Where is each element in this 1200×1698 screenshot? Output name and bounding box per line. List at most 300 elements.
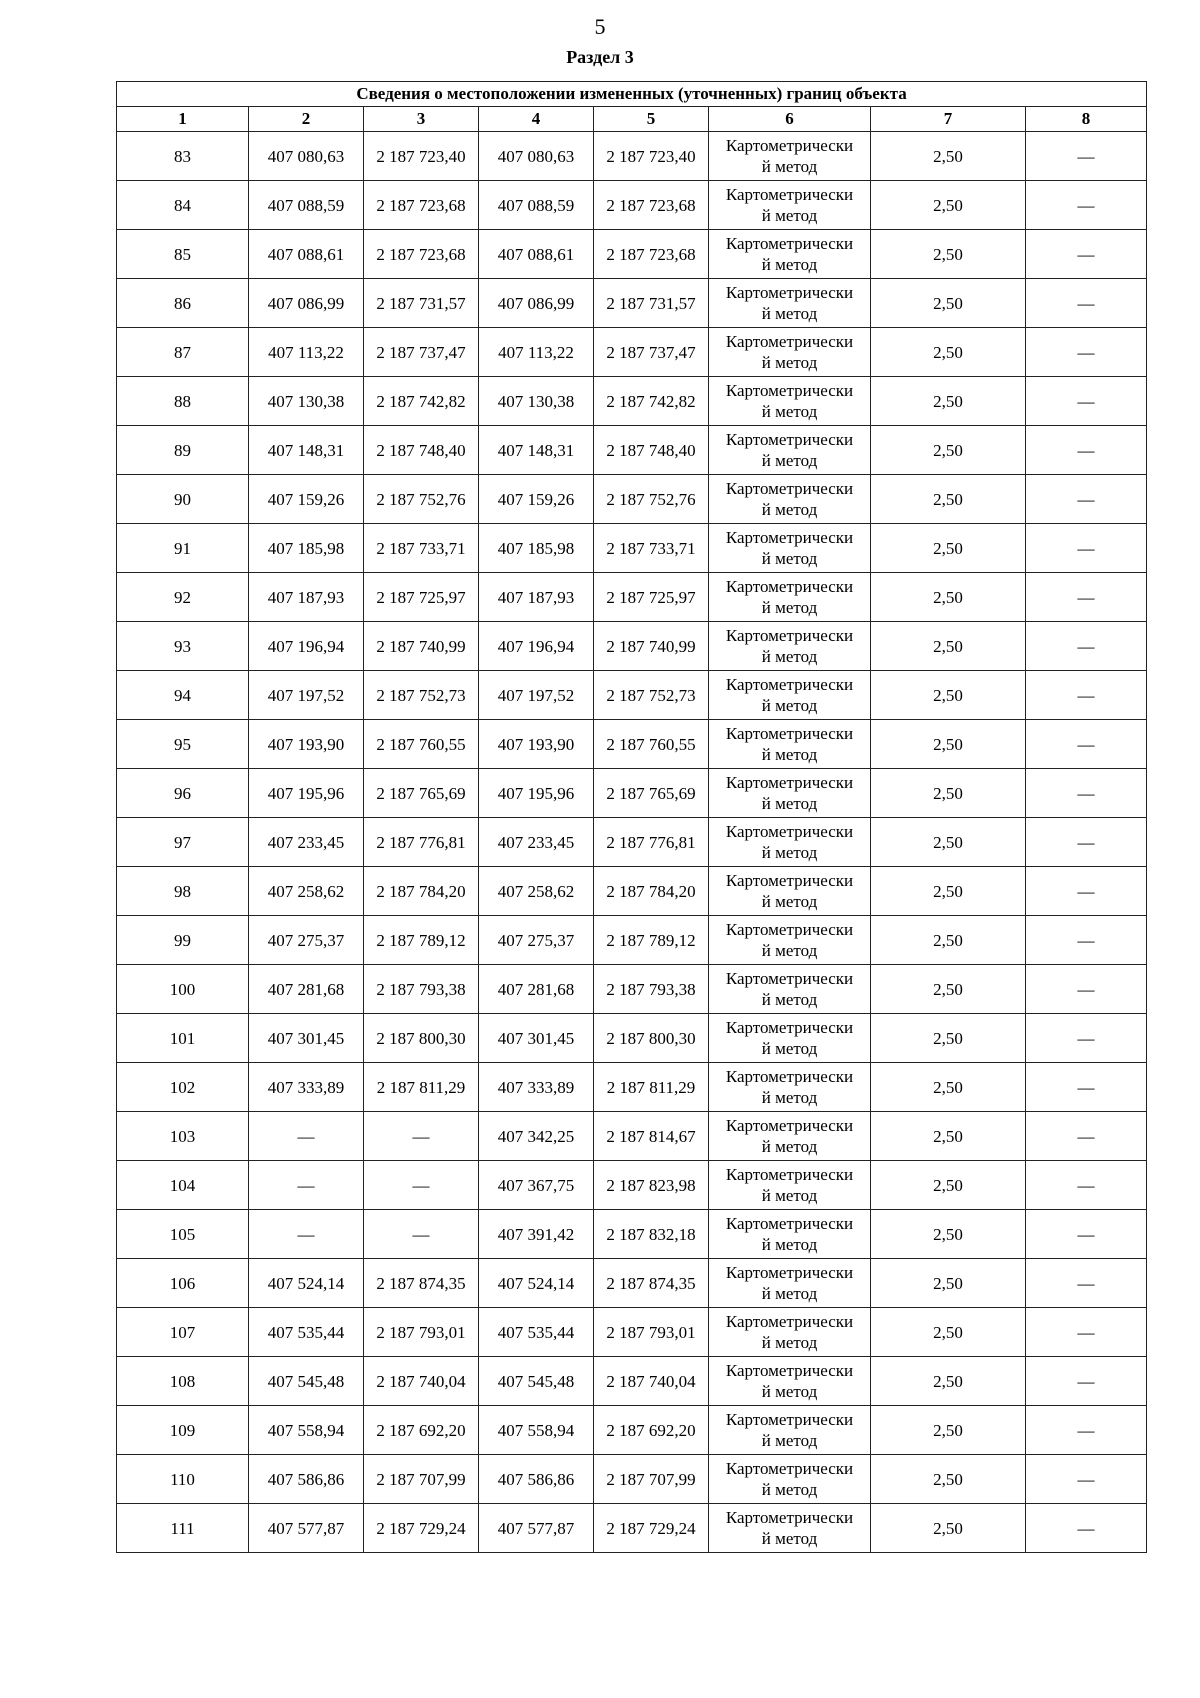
point-number-cell: 108 — [117, 1357, 249, 1406]
method-text-line: Картометрически — [725, 1018, 854, 1037]
y-new-cell: 2 187 740,04 — [594, 1357, 709, 1406]
description-cell: — — [1026, 475, 1147, 524]
description-cell: — — [1026, 769, 1147, 818]
description-cell: — — [1026, 181, 1147, 230]
point-number-cell: 83 — [117, 132, 249, 181]
point-number-cell: 100 — [117, 965, 249, 1014]
x-old-cell: 407 113,22 — [249, 328, 364, 377]
description-cell: — — [1026, 1161, 1147, 1210]
table-row — [117, 1063, 1147, 1112]
method-cell — [709, 573, 871, 622]
y-new-cell: 2 187 740,99 — [594, 622, 709, 671]
method-text-line: й метод — [761, 1235, 818, 1254]
y-new-cell: 2 187 752,73 — [594, 671, 709, 720]
x-new-cell: 407 275,37 — [479, 916, 594, 965]
x-new-cell: 407 196,94 — [479, 622, 594, 671]
point-number-cell: 87 — [117, 328, 249, 377]
table-row — [117, 573, 1147, 622]
column-number: 3 — [364, 107, 479, 132]
column-number: 6 — [709, 107, 871, 132]
y-new-cell: 2 187 733,71 — [594, 524, 709, 573]
method-cell — [709, 1112, 871, 1161]
method-text-line: й метод — [761, 255, 818, 274]
point-number-cell: 85 — [117, 230, 249, 279]
method-text-line: й метод — [761, 696, 818, 715]
table-row — [117, 1357, 1147, 1406]
accuracy-cell: 2,50 — [871, 132, 1026, 181]
x-new-cell: 407 524,14 — [479, 1259, 594, 1308]
y-new-cell: 2 187 723,68 — [594, 181, 709, 230]
x-old-cell: 407 086,99 — [249, 279, 364, 328]
method-text-line: Картометрически — [725, 1165, 854, 1184]
method-text-line: Картометрически — [725, 871, 854, 890]
table-row — [117, 475, 1147, 524]
table-row — [117, 230, 1147, 279]
description-cell: — — [1026, 818, 1147, 867]
x-new-cell: 407 080,63 — [479, 132, 594, 181]
y-new-cell: 2 187 811,29 — [594, 1063, 709, 1112]
x-old-cell: — — [249, 1161, 364, 1210]
point-number-cell: 106 — [117, 1259, 249, 1308]
method-text-line: й метод — [761, 500, 818, 519]
table-row — [117, 1308, 1147, 1357]
table-row — [117, 279, 1147, 328]
description-cell: — — [1026, 965, 1147, 1014]
x-new-cell: 407 391,42 — [479, 1210, 594, 1259]
method-cell — [709, 132, 871, 181]
y-new-cell: 2 187 752,76 — [594, 475, 709, 524]
accuracy-cell: 2,50 — [871, 622, 1026, 671]
y-old-cell: 2 187 692,20 — [364, 1406, 479, 1455]
table-row — [117, 524, 1147, 573]
y-old-cell: 2 187 737,47 — [364, 328, 479, 377]
point-number-cell: 105 — [117, 1210, 249, 1259]
x-new-cell: 407 088,61 — [479, 230, 594, 279]
method-cell — [709, 1406, 871, 1455]
table-row — [117, 1210, 1147, 1259]
x-new-cell: 407 195,96 — [479, 769, 594, 818]
method-cell — [709, 1161, 871, 1210]
method-text-line: Картометрически — [725, 675, 854, 694]
method-cell — [709, 818, 871, 867]
method-cell — [709, 475, 871, 524]
x-new-cell: 407 535,44 — [479, 1308, 594, 1357]
y-old-cell: 2 187 725,97 — [364, 573, 479, 622]
point-number-cell: 93 — [117, 622, 249, 671]
method-text-line: Картометрически — [725, 1410, 854, 1429]
description-cell: — — [1026, 279, 1147, 328]
x-new-cell: 407 342,25 — [479, 1112, 594, 1161]
y-new-cell: 2 187 789,12 — [594, 916, 709, 965]
y-old-cell: 2 187 752,76 — [364, 475, 479, 524]
x-old-cell: 407 535,44 — [249, 1308, 364, 1357]
accuracy-cell: 2,50 — [871, 1112, 1026, 1161]
method-text-line: й метод — [761, 1382, 818, 1401]
y-new-cell: 2 187 823,98 — [594, 1161, 709, 1210]
y-old-cell: 2 187 742,82 — [364, 377, 479, 426]
y-old-cell: 2 187 707,99 — [364, 1455, 479, 1504]
method-text-line: й метод — [761, 549, 818, 568]
x-new-cell: 407 281,68 — [479, 965, 594, 1014]
method-text-line: й метод — [761, 990, 818, 1009]
y-old-cell: 2 187 731,57 — [364, 279, 479, 328]
y-old-cell: 2 187 723,68 — [364, 230, 479, 279]
table-row — [117, 377, 1147, 426]
description-cell: — — [1026, 1308, 1147, 1357]
table-row — [117, 426, 1147, 475]
point-number-cell: 96 — [117, 769, 249, 818]
y-old-cell: 2 187 776,81 — [364, 818, 479, 867]
method-text-line: й метод — [761, 1284, 818, 1303]
method-text-line: й метод — [761, 598, 818, 617]
accuracy-cell: 2,50 — [871, 328, 1026, 377]
method-text-line: й метод — [761, 794, 818, 813]
point-number-cell: 98 — [117, 867, 249, 916]
x-old-cell: 407 333,89 — [249, 1063, 364, 1112]
accuracy-cell: 2,50 — [871, 769, 1026, 818]
method-cell — [709, 867, 871, 916]
method-text-line: Картометрически — [725, 528, 854, 547]
table-row — [117, 1455, 1147, 1504]
x-old-cell: 407 130,38 — [249, 377, 364, 426]
accuracy-cell: 2,50 — [871, 1259, 1026, 1308]
table-row — [117, 671, 1147, 720]
x-new-cell: 407 185,98 — [479, 524, 594, 573]
point-number-cell: 89 — [117, 426, 249, 475]
boundary-coordinates-table — [116, 81, 1147, 1553]
accuracy-cell: 2,50 — [871, 1210, 1026, 1259]
y-old-cell: 2 187 752,73 — [364, 671, 479, 720]
point-number-cell: 103 — [117, 1112, 249, 1161]
y-new-cell: 2 187 707,99 — [594, 1455, 709, 1504]
description-cell: — — [1026, 1014, 1147, 1063]
y-new-cell: 2 187 784,20 — [594, 867, 709, 916]
description-cell: — — [1026, 1063, 1147, 1112]
method-text-line: Картометрически — [725, 1067, 854, 1086]
y-new-cell: 2 187 723,40 — [594, 132, 709, 181]
method-text-line: Картометрически — [725, 724, 854, 743]
point-number-cell: 92 — [117, 573, 249, 622]
table-row — [117, 181, 1147, 230]
y-old-cell: — — [364, 1112, 479, 1161]
description-cell: — — [1026, 1504, 1147, 1553]
point-number-cell: 94 — [117, 671, 249, 720]
method-cell — [709, 279, 871, 328]
method-text-line: й метод — [761, 1480, 818, 1499]
method-text-line: й метод — [761, 1039, 818, 1058]
x-old-cell: 407 159,26 — [249, 475, 364, 524]
y-new-cell: 2 187 765,69 — [594, 769, 709, 818]
section-title: Раздел 3 — [566, 47, 634, 67]
y-old-cell: 2 187 811,29 — [364, 1063, 479, 1112]
method-text-line: й метод — [761, 745, 818, 764]
point-number-cell: 95 — [117, 720, 249, 769]
method-text-line: Картометрически — [725, 136, 854, 155]
x-old-cell: 407 088,61 — [249, 230, 364, 279]
table-row — [117, 1014, 1147, 1063]
y-old-cell: 2 187 789,12 — [364, 916, 479, 965]
method-cell — [709, 1014, 871, 1063]
method-cell — [709, 622, 871, 671]
method-cell — [709, 377, 871, 426]
description-cell: — — [1026, 671, 1147, 720]
method-text-line: Картометрически — [725, 234, 854, 253]
x-old-cell: 407 258,62 — [249, 867, 364, 916]
method-text-line: й метод — [761, 206, 818, 225]
x-old-cell: 407 148,31 — [249, 426, 364, 475]
table-row — [117, 965, 1147, 1014]
y-new-cell: 2 187 692,20 — [594, 1406, 709, 1455]
page-number: 5 — [594, 14, 606, 39]
point-number-cell: 86 — [117, 279, 249, 328]
x-new-cell: 407 367,75 — [479, 1161, 594, 1210]
description-cell: — — [1026, 622, 1147, 671]
x-new-cell: 407 148,31 — [479, 426, 594, 475]
point-number-cell: 99 — [117, 916, 249, 965]
x-old-cell: 407 197,52 — [249, 671, 364, 720]
method-cell — [709, 1455, 871, 1504]
y-new-cell: 2 187 742,82 — [594, 377, 709, 426]
description-cell: — — [1026, 867, 1147, 916]
x-old-cell: 407 558,94 — [249, 1406, 364, 1455]
column-number: 2 — [249, 107, 364, 132]
method-text-line: Картометрически — [725, 1361, 854, 1380]
x-new-cell: 407 558,94 — [479, 1406, 594, 1455]
method-text-line: Картометрически — [725, 283, 854, 302]
method-cell — [709, 1357, 871, 1406]
method-text-line: й метод — [761, 1431, 818, 1450]
y-new-cell: 2 187 776,81 — [594, 818, 709, 867]
y-new-cell: 2 187 760,55 — [594, 720, 709, 769]
description-cell: — — [1026, 1455, 1147, 1504]
description-cell: — — [1026, 132, 1147, 181]
accuracy-cell: 2,50 — [871, 720, 1026, 769]
description-cell: — — [1026, 426, 1147, 475]
method-text-line: й метод — [761, 451, 818, 470]
description-cell: — — [1026, 1259, 1147, 1308]
table-row — [117, 916, 1147, 965]
method-text-line: й метод — [761, 353, 818, 372]
method-text-line: Картометрически — [725, 626, 854, 645]
accuracy-cell: 2,50 — [871, 279, 1026, 328]
point-number-cell: 90 — [117, 475, 249, 524]
method-text-line: Картометрически — [725, 381, 854, 400]
y-old-cell: 2 187 784,20 — [364, 867, 479, 916]
x-new-cell: 407 545,48 — [479, 1357, 594, 1406]
y-new-cell: 2 187 723,68 — [594, 230, 709, 279]
column-number: 7 — [871, 107, 1026, 132]
y-new-cell: 2 187 793,01 — [594, 1308, 709, 1357]
accuracy-cell: 2,50 — [871, 1161, 1026, 1210]
x-old-cell: 407 301,45 — [249, 1014, 364, 1063]
description-cell: — — [1026, 1112, 1147, 1161]
column-number: 4 — [479, 107, 594, 132]
x-new-cell: 407 333,89 — [479, 1063, 594, 1112]
y-new-cell: 2 187 800,30 — [594, 1014, 709, 1063]
accuracy-cell: 2,50 — [871, 1063, 1026, 1112]
x-old-cell: 407 088,59 — [249, 181, 364, 230]
method-text-line: Картометрически — [725, 773, 854, 792]
method-text-line: й метод — [761, 1333, 818, 1352]
point-number-cell: 84 — [117, 181, 249, 230]
method-cell — [709, 671, 871, 720]
table-row — [117, 769, 1147, 818]
method-cell — [709, 181, 871, 230]
table-row — [117, 328, 1147, 377]
method-cell — [709, 230, 871, 279]
method-text-line: Картометрически — [725, 1459, 854, 1478]
method-text-line: й метод — [761, 843, 818, 862]
description-cell: — — [1026, 720, 1147, 769]
y-new-cell: 2 187 832,18 — [594, 1210, 709, 1259]
x-new-cell: 407 088,59 — [479, 181, 594, 230]
table-caption: Сведения о местоположении измененных (уточненных) границ объекта — [117, 82, 1147, 107]
table-body — [117, 132, 1147, 1553]
x-new-cell: 407 586,86 — [479, 1455, 594, 1504]
y-new-cell: 2 187 748,40 — [594, 426, 709, 475]
accuracy-cell: 2,50 — [871, 1357, 1026, 1406]
y-old-cell: — — [364, 1161, 479, 1210]
x-old-cell: 407 524,14 — [249, 1259, 364, 1308]
point-number-cell: 107 — [117, 1308, 249, 1357]
x-new-cell: 407 301,45 — [479, 1014, 594, 1063]
y-old-cell: 2 187 733,71 — [364, 524, 479, 573]
method-text-line: Картометрически — [725, 1508, 854, 1527]
y-new-cell: 2 187 814,67 — [594, 1112, 709, 1161]
column-number: 8 — [1026, 107, 1147, 132]
x-new-cell: 407 130,38 — [479, 377, 594, 426]
method-text-line: Картометрически — [725, 1214, 854, 1233]
method-text-line: й метод — [761, 402, 818, 421]
x-old-cell: — — [249, 1210, 364, 1259]
method-cell — [709, 524, 871, 573]
x-new-cell: 407 086,99 — [479, 279, 594, 328]
description-cell: — — [1026, 573, 1147, 622]
method-cell — [709, 965, 871, 1014]
accuracy-cell: 2,50 — [871, 1014, 1026, 1063]
method-cell — [709, 1308, 871, 1357]
x-old-cell: 407 187,93 — [249, 573, 364, 622]
method-text-line: Картометрически — [725, 1116, 854, 1135]
x-old-cell: 407 196,94 — [249, 622, 364, 671]
table-row — [117, 818, 1147, 867]
x-new-cell: 407 159,26 — [479, 475, 594, 524]
method-text-line: Картометрически — [725, 969, 854, 988]
table-row — [117, 720, 1147, 769]
method-cell — [709, 426, 871, 475]
table-row — [117, 622, 1147, 671]
method-cell — [709, 769, 871, 818]
x-new-cell: 407 577,87 — [479, 1504, 594, 1553]
method-cell — [709, 1063, 871, 1112]
accuracy-cell: 2,50 — [871, 1308, 1026, 1357]
method-text-line: й метод — [761, 941, 818, 960]
description-cell: — — [1026, 328, 1147, 377]
accuracy-cell: 2,50 — [871, 475, 1026, 524]
accuracy-cell: 2,50 — [871, 916, 1026, 965]
accuracy-cell: 2,50 — [871, 524, 1026, 573]
table-row — [117, 1504, 1147, 1553]
point-number-cell: 88 — [117, 377, 249, 426]
method-cell — [709, 1259, 871, 1308]
description-cell: — — [1026, 916, 1147, 965]
table-row — [117, 132, 1147, 181]
description-cell: — — [1026, 230, 1147, 279]
method-text-line: Картометрически — [725, 479, 854, 498]
column-number: 5 — [594, 107, 709, 132]
method-cell — [709, 916, 871, 965]
column-number: 1 — [117, 107, 249, 132]
method-text-line: й метод — [761, 1088, 818, 1107]
point-number-cell: 109 — [117, 1406, 249, 1455]
accuracy-cell: 2,50 — [871, 1504, 1026, 1553]
accuracy-cell: 2,50 — [871, 818, 1026, 867]
y-new-cell: 2 187 874,35 — [594, 1259, 709, 1308]
table-row — [117, 1259, 1147, 1308]
table-row — [117, 1112, 1147, 1161]
x-old-cell: 407 577,87 — [249, 1504, 364, 1553]
point-number-cell: 111 — [117, 1504, 249, 1553]
x-new-cell: 407 258,62 — [479, 867, 594, 916]
point-number-cell: 110 — [117, 1455, 249, 1504]
accuracy-cell: 2,50 — [871, 867, 1026, 916]
table-row — [117, 1406, 1147, 1455]
x-old-cell: 407 080,63 — [249, 132, 364, 181]
y-old-cell: 2 187 723,68 — [364, 181, 479, 230]
y-old-cell: 2 187 793,01 — [364, 1308, 479, 1357]
y-old-cell: 2 187 793,38 — [364, 965, 479, 1014]
column-number-row — [117, 107, 1147, 132]
accuracy-cell: 2,50 — [871, 573, 1026, 622]
x-old-cell: 407 281,68 — [249, 965, 364, 1014]
method-text-line: Картометрически — [725, 577, 854, 596]
y-new-cell: 2 187 793,38 — [594, 965, 709, 1014]
table-row — [117, 867, 1147, 916]
point-number-cell: 101 — [117, 1014, 249, 1063]
y-new-cell: 2 187 729,24 — [594, 1504, 709, 1553]
method-text-line: Картометрически — [725, 185, 854, 204]
description-cell: — — [1026, 524, 1147, 573]
y-old-cell: — — [364, 1210, 479, 1259]
x-old-cell: 407 545,48 — [249, 1357, 364, 1406]
method-text-line: Картометрически — [725, 1263, 854, 1282]
accuracy-cell: 2,50 — [871, 230, 1026, 279]
x-new-cell: 407 187,93 — [479, 573, 594, 622]
x-old-cell: 407 195,96 — [249, 769, 364, 818]
y-new-cell: 2 187 737,47 — [594, 328, 709, 377]
y-old-cell: 2 187 723,40 — [364, 132, 479, 181]
point-number-cell: 91 — [117, 524, 249, 573]
accuracy-cell: 2,50 — [871, 1406, 1026, 1455]
description-cell: — — [1026, 1406, 1147, 1455]
y-old-cell: 2 187 748,40 — [364, 426, 479, 475]
method-text-line: й метод — [761, 1186, 818, 1205]
x-old-cell: 407 275,37 — [249, 916, 364, 965]
table-row — [117, 1161, 1147, 1210]
x-old-cell: — — [249, 1112, 364, 1161]
y-new-cell: 2 187 731,57 — [594, 279, 709, 328]
point-number-cell: 102 — [117, 1063, 249, 1112]
y-new-cell: 2 187 725,97 — [594, 573, 709, 622]
y-old-cell: 2 187 729,24 — [364, 1504, 479, 1553]
x-old-cell: 407 586,86 — [249, 1455, 364, 1504]
description-cell: — — [1026, 377, 1147, 426]
accuracy-cell: 2,50 — [871, 426, 1026, 475]
x-old-cell: 407 185,98 — [249, 524, 364, 573]
accuracy-cell: 2,50 — [871, 965, 1026, 1014]
y-old-cell: 2 187 765,69 — [364, 769, 479, 818]
method-text-line: й метод — [761, 647, 818, 666]
